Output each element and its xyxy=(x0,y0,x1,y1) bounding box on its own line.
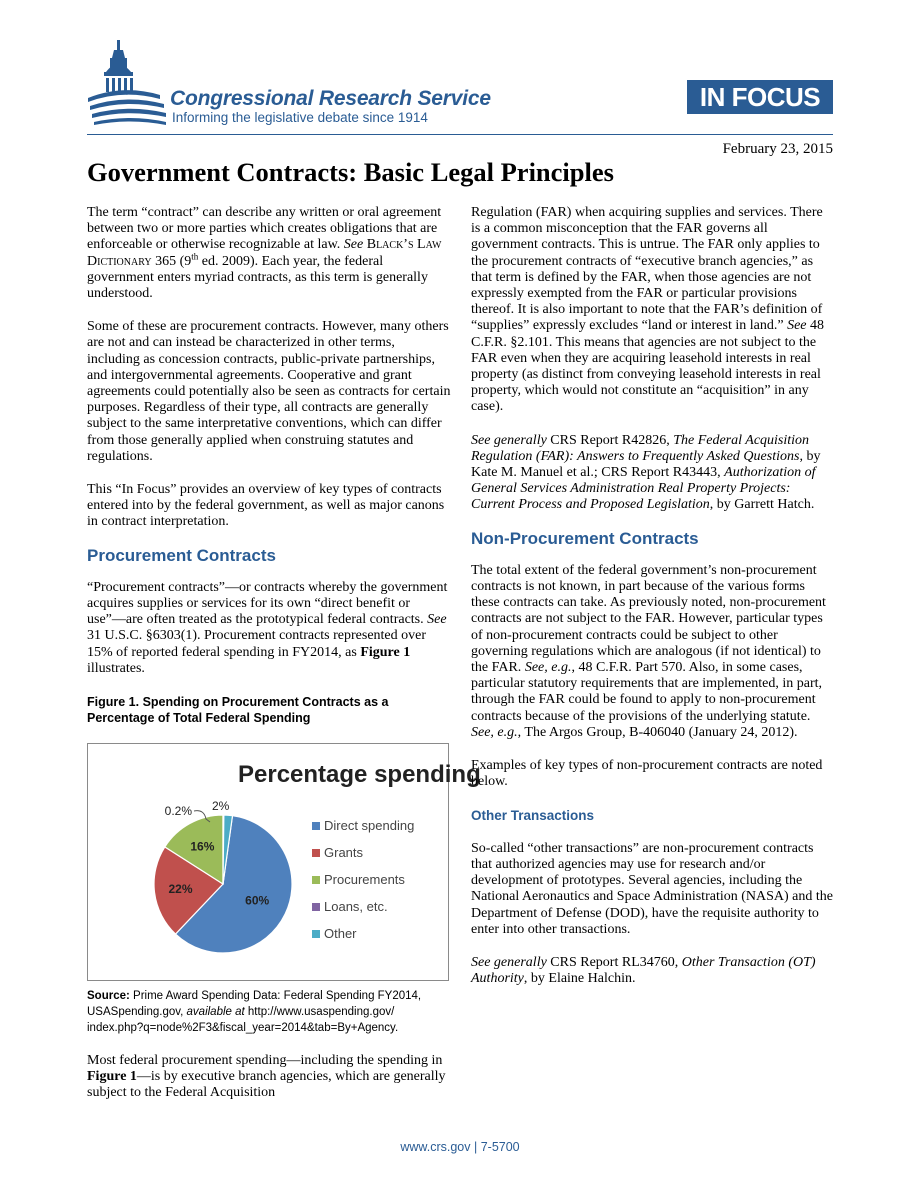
data-label-loans: 0.2% xyxy=(164,804,192,819)
publication-date: February 23, 2015 xyxy=(722,141,833,157)
in-focus-badge: IN FOCUS xyxy=(687,80,833,114)
org-name: Congressional Research Service xyxy=(170,87,491,110)
non-procurement-paragraph-1: The total extent of the federal government’s non-procurement contracts is not known, in part because of the various forms these contracts can take. As previously noted, non-procurement contracts are not subject to the FAR. However, particular types of non-procurement contracts could be subject to other governing regulations which are analogous (if not identical) to the FAR. See, e.g., 48 C.F.R. Part 570. Also, in some cases, particular statutory requirements that are implemented, in part, through the FAR could be found to apply to non-procurement contracts because of the provisions of the underlying statute. See, e.g., The Argos Group, B-406040 (January 24, 2012). xyxy=(471,562,826,740)
legend-swatch-3 xyxy=(312,903,320,911)
intro-paragraph-2: Some of these are procurement contracts. However, many others are not and can instead be characterized in other terms, including as concession contracts, public-private partnerships, and intergovernmental agreements. Cooperative and grant agreements could potentially also be seen as contracts for certain purposes. Regardless of their type, all contracts are generally subject to the same interpretative conventions, which can differ from those generally applied when construing statutes and regulations. xyxy=(87,319,451,464)
other-transactions-heading: Other Transactions xyxy=(471,807,595,823)
legend-label-3: Loans, etc. xyxy=(324,899,388,915)
right-column xyxy=(471,205,835,1004)
see-generally-paragraph: See generally CRS Report R42826, The Federal Acquisition Regulation (FAR): Answers to Frequently Asked Questions, by Kate M. Manuel et al.; CRS Report R43443, Authorization of General Services Administration Real Property Projects: Current Process and Proposed Legislation, by Garrett Hatch. xyxy=(471,432,821,513)
legend-label-1: Grants xyxy=(324,845,364,861)
data-label-1: 22% xyxy=(168,882,193,897)
procurement-paragraph-1: “Procurement contracts”—or contracts whereby the government acquires supplies or services for its own “direct benefit or use”—are often treated as the prototypical federal contracts. See 31 U.S.C. §6303(1). Procurement contracts represented over 15% of reported federal spending in FY2014, as Figure 1 illustrates. xyxy=(87,579,448,676)
figure-title: Figure 1. Spending on Procurement Contracts as a Percentage of Total Federal Spending xyxy=(87,695,389,726)
left-column xyxy=(87,205,481,1119)
legend-swatch-2 xyxy=(312,876,320,884)
header-rule xyxy=(87,134,833,135)
document-title: Government Contracts: Basic Legal Principles xyxy=(87,157,614,187)
procurement-paragraph-2: Most federal procurement spending—including the spending in Figure 1—is by executive branch agencies, which are generally subject to the Federal Acquisition xyxy=(87,1053,446,1101)
other-transactions-paragraph-2: See generally CRS Report RL34760, Other Transaction (OT) Authority, by Elaine Halchin. xyxy=(471,954,816,987)
intro-paragraph-3: This “In Focus” provides an overview of key types of contracts entered into by the federal government, as well as major canons in contract interpretation. xyxy=(87,482,445,530)
intro-paragraph-1: The term “contract” can describe any written or oral agreement between two or more parties which creates obligations that are enforceable or otherwise recognizable at law. See Black’s Law Dictionary 365 (9th ed. 2009). Each year, the federal government enters myriad contracts, as this term is generally understood. xyxy=(87,205,442,302)
figure-source: Source: Prime Award Spending Data: Federal Spending FY2014, USASpending.gov, available at http://www.usaspending.gov/ index.php?q=node%2F3&fiscal_year=2014&tab=By+Agency. xyxy=(87,990,422,1035)
pie-chart-frame xyxy=(87,743,481,981)
chart-title: Percentage spending xyxy=(238,761,481,789)
non-procurement-paragraph-2: Examples of key types of non-procurement contracts are noted below. xyxy=(471,758,823,790)
procurement-heading: Procurement Contracts xyxy=(87,545,276,565)
crs-capitol-logo xyxy=(84,38,176,130)
org-tagline: Informing the legislative debate since 1914 xyxy=(172,110,428,125)
non-procurement-heading: Non-Procurement Contracts xyxy=(471,528,699,548)
pie-chart xyxy=(88,744,481,980)
data-label-other: 2% xyxy=(212,799,230,814)
legend-label-4: Other xyxy=(324,926,357,942)
footer-contact: www.crs.gov | 7-5700 xyxy=(400,1140,520,1154)
legend-swatch-0 xyxy=(312,822,320,830)
far-paragraph: Regulation (FAR) when acquiring supplies and services. There is a common misconception that the FAR governs all government contracts. This is untrue. The FAR only applies to the procurement contracts of “executive branch agencies,” as that term is defined by the FAR, when those agencies are not expressly exempted from the FAR or particular provisions thereof. It is also important to note that the FAR’s definition of “supplies” expressly excludes “land or interest in land.” See 48 C.F.R. §2.101. This means that agencies are not subject to the FAR even when they are acquiring leasehold interests in real property (as distinct from conveying leasehold interests in real property, which would not constitute an “acquisition” in any case). xyxy=(471,205,825,415)
legend-swatch-1 xyxy=(312,849,320,857)
legend-label-2: Procurements xyxy=(324,872,405,888)
data-label-0: 60% xyxy=(245,893,270,908)
legend-label-0: Direct spending xyxy=(324,818,415,834)
data-label-2: 16% xyxy=(190,839,215,854)
legend-swatch-4 xyxy=(312,930,320,938)
other-transactions-paragraph-1: So-called “other transactions” are non-procurement contracts that authorized agencies may use for research and/or development of prototypes. Several agencies, including the National Aeronautics and Space Administration (NASA) and the Department of Defense (DOD), have the requisite authority to enter into other transactions. xyxy=(471,840,833,937)
